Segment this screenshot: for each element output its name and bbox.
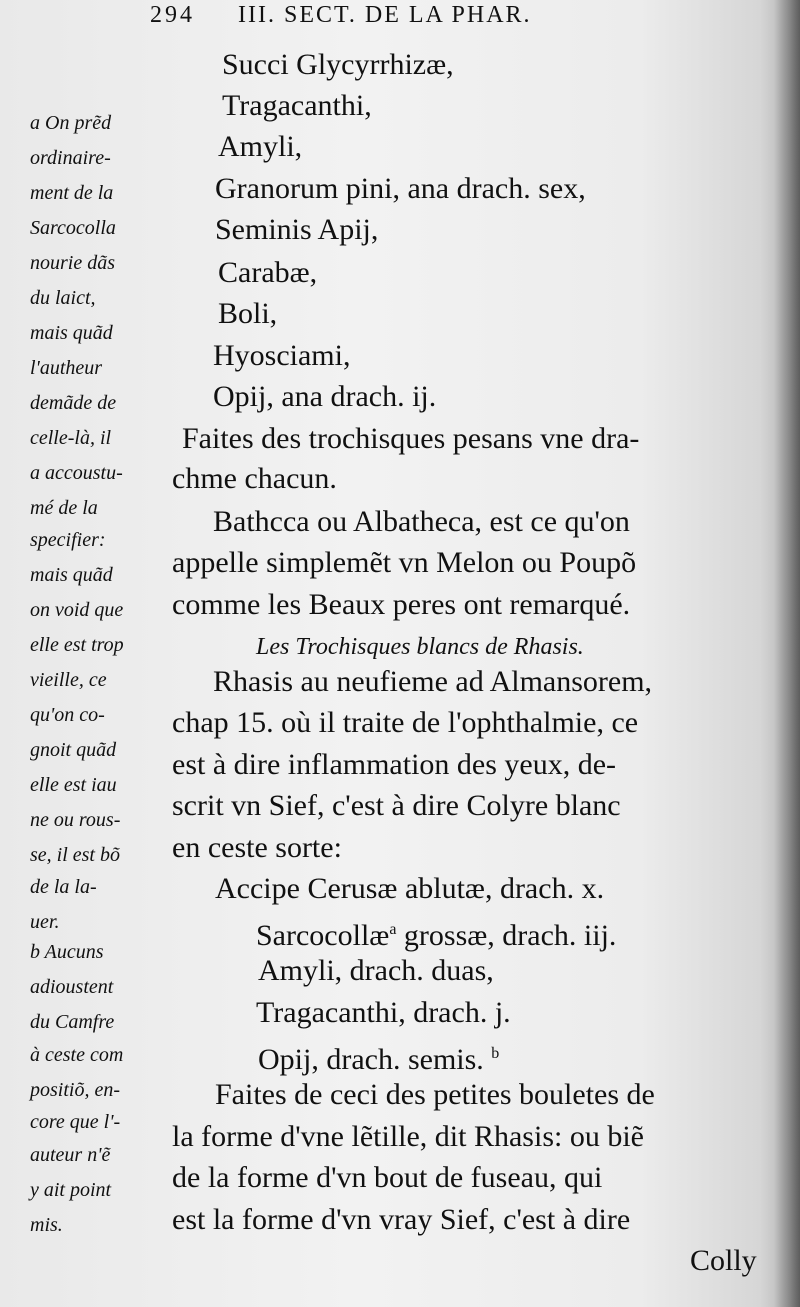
margin-note-line: b Aucuns bbox=[30, 941, 104, 963]
footnote-marker-a: a bbox=[389, 921, 397, 938]
margin-note-line: ne ou rous- bbox=[30, 809, 121, 831]
text-line: Rhasis au neufieme ad Almansorem, bbox=[213, 665, 653, 698]
ingredient-name: Sarcocollæ bbox=[256, 919, 390, 952]
margin-note-line: se, il est bõ bbox=[30, 844, 120, 866]
text-line: Granorum pini, ana drach. sex, bbox=[215, 172, 586, 205]
margin-note-line: auteur n'ẽ bbox=[30, 1144, 111, 1166]
text-line: chap 15. où il traite de l'ophthalmie, ce bbox=[172, 706, 639, 739]
text-line: Tragacanthi, drach. j. bbox=[256, 996, 511, 1029]
text-line: Faites des trochisques pesans vne dra- bbox=[182, 422, 640, 455]
margin-note-line: mais quãd bbox=[30, 564, 113, 586]
catchword: Colly bbox=[690, 1244, 757, 1277]
text-line: Hyosciami, bbox=[213, 339, 351, 372]
margin-note-line: uer. bbox=[30, 911, 60, 933]
text-line: Accipe Cerusæ ablutæ, drach. x. bbox=[215, 872, 605, 905]
margin-note-line: mais quãd bbox=[30, 322, 113, 344]
margin-note-line: demãde de bbox=[30, 392, 117, 414]
text-line: Boli, bbox=[218, 297, 278, 330]
margin-note-line: gnoit quãd bbox=[30, 739, 117, 761]
running-header bbox=[150, 2, 532, 29]
margin-note-line: specifier: bbox=[30, 529, 106, 551]
margin-note-line: du laict, bbox=[30, 287, 96, 309]
text-line bbox=[256, 913, 616, 953]
margin-note-line: du Camfre bbox=[30, 1011, 115, 1033]
margin-note-line: positiõ, en- bbox=[30, 1079, 120, 1101]
text-line bbox=[258, 1037, 499, 1077]
text-line: Seminis Apij, bbox=[215, 213, 379, 246]
margin-note-line: a accoustu- bbox=[30, 462, 123, 484]
margin-note-line: vieille, ce bbox=[30, 669, 107, 691]
margin-note-line: ment de la bbox=[30, 182, 114, 204]
text-line: scrit vn Sief, c'est à dire Colyre blanc bbox=[172, 789, 621, 822]
text-line: Faites de ceci des petites bouletes de bbox=[215, 1078, 655, 1111]
text-line: appelle simplemẽt vn Melon ou Poupõ bbox=[172, 546, 637, 579]
text-line: Bathcca ou Albatheca, est ce qu'on bbox=[213, 505, 630, 538]
margin-note-line: mé de la bbox=[30, 497, 98, 519]
margin-note-line: l'autheur bbox=[30, 357, 103, 379]
margin-note-line: a On prẽd bbox=[30, 112, 112, 134]
page-edge-shadow bbox=[774, 0, 800, 1307]
text-line: est à dire inflammation des yeux, de- bbox=[172, 748, 617, 781]
margin-note-line: mis. bbox=[30, 1214, 63, 1236]
margin-note-line: elle est iau bbox=[30, 774, 117, 796]
text-line: Succi Glycyrrhizæ, bbox=[222, 48, 454, 81]
text-line: Carabæ, bbox=[218, 256, 318, 289]
margin-note-line: elle est trop bbox=[30, 634, 124, 656]
text-line: Tragacanthi, bbox=[222, 89, 372, 122]
margin-note-line: celle-là, il bbox=[30, 427, 112, 449]
section-heading: Les Trochisques blancs de Rhasis. bbox=[256, 634, 584, 660]
margin-note-line: à ceste com bbox=[30, 1044, 124, 1066]
text-line: comme les Beaux peres ont remarqué. bbox=[172, 588, 631, 621]
text-line: Amyli, bbox=[218, 130, 303, 163]
text-line: la forme d'vne lẽtille, dit Rhasis: ou biẽ bbox=[172, 1120, 644, 1153]
ingredient-line: Opij, drach. semis. bbox=[258, 1043, 484, 1076]
text-line: chme chacun. bbox=[172, 462, 337, 495]
margin-note-line: y ait point bbox=[30, 1179, 112, 1201]
text-line: Amyli, drach. duas, bbox=[258, 954, 494, 987]
text-line: en ceste sorte: bbox=[172, 831, 342, 864]
footnote-marker-b: b bbox=[491, 1045, 500, 1062]
ingredient-dose: grossæ, drach. iij. bbox=[403, 919, 617, 952]
text-line: est la forme d'vn vray Sief, c'est à dire bbox=[172, 1203, 631, 1236]
margin-note-line: de la la- bbox=[30, 876, 97, 898]
margin-note-line: nourie dãs bbox=[30, 252, 115, 274]
text-line: de la forme d'vn bout de fuseau, qui bbox=[172, 1161, 603, 1194]
margin-note-line: on void que bbox=[30, 599, 124, 621]
margin-note-line: ordinaire- bbox=[30, 147, 111, 169]
margin-note-line: qu'on co- bbox=[30, 704, 105, 726]
margin-note-line: core que l'- bbox=[30, 1111, 121, 1133]
section-title: III. SECT. DE LA PHAR. bbox=[238, 2, 532, 28]
page-number: 294 bbox=[150, 2, 195, 28]
text-line: Opij, ana drach. ij. bbox=[213, 380, 437, 413]
margin-note-line: adioustent bbox=[30, 976, 114, 998]
margin-note-line: Sarcocolla bbox=[30, 217, 116, 239]
